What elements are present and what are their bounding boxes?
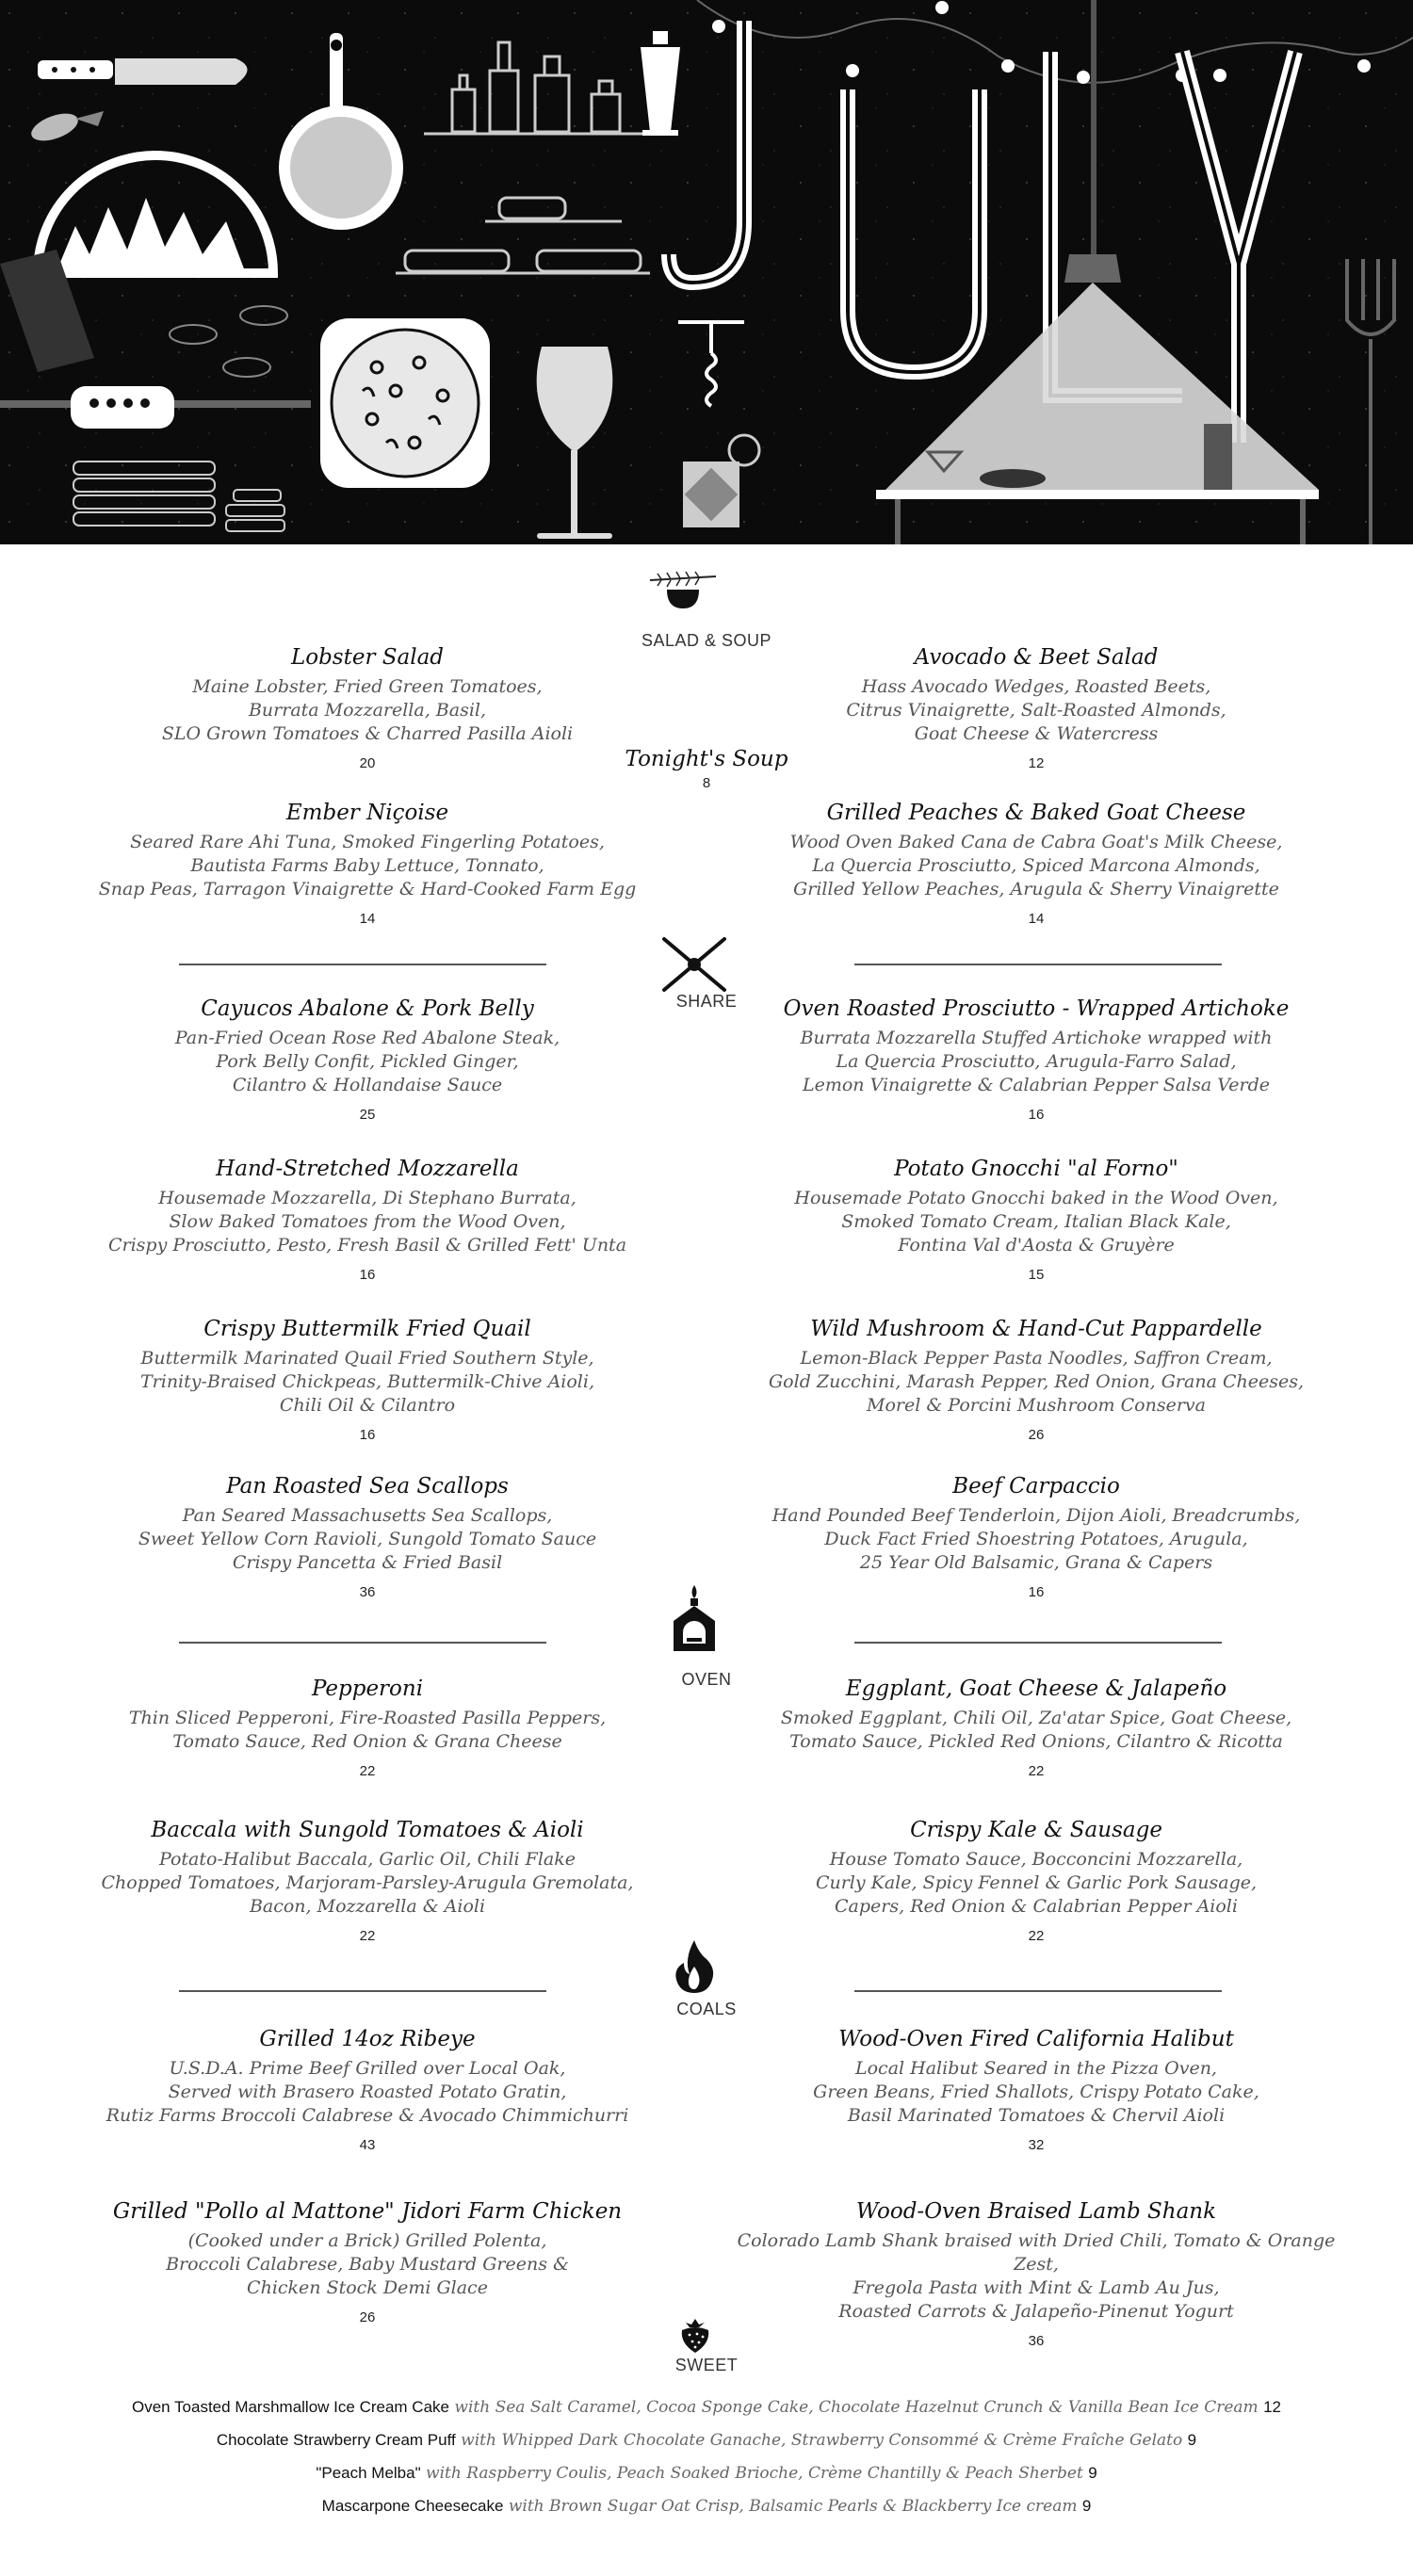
item-description: Wood Oven Baked Cana de Cabra Goat's Milk Cheese, La Quercia Prosciutto, Spiced Marcona Almonds, Grilled Yellow Peaches, Arugula & Sherry Vinaigrette bbox=[789, 832, 1283, 899]
item-price: 32 bbox=[1028, 2137, 1045, 2153]
item-price: 12 bbox=[1028, 755, 1045, 771]
item-price: 36 bbox=[359, 1584, 376, 1600]
item-name: Wood-Oven Braised Lamb Shank bbox=[855, 2199, 1217, 2224]
item-description: (Cooked under a Brick) Grilled Polenta, Broccoli Calabrese, Baby Mustard Greens & Chicken Stock Demi Glace bbox=[166, 2230, 569, 2298]
item-price: 16 bbox=[359, 1427, 376, 1443]
menu-item bbox=[735, 1315, 1338, 1443]
menu bbox=[0, 544, 1413, 2576]
strawberry-icon bbox=[678, 2317, 712, 2355]
menu-item bbox=[66, 1315, 669, 1443]
item-name: Grilled "Pollo al Mattone" Jidori Farm Chicken bbox=[112, 2199, 623, 2224]
item-name: Pepperoni bbox=[311, 1677, 424, 1701]
divider bbox=[179, 1642, 546, 1644]
item-name: Hand-Stretched Mozzarella bbox=[216, 1157, 519, 1181]
item-name: Grilled 14oz Ribeye bbox=[259, 2027, 476, 2051]
item-name: Oven Toasted Marshmallow Ice Cream Cake bbox=[132, 2398, 449, 2416]
section-title-salad-soup: SALAD & SOUP bbox=[641, 631, 772, 650]
dessert-item bbox=[0, 2397, 1413, 2418]
item-price: 43 bbox=[359, 2137, 376, 2153]
flame-icon bbox=[671, 1938, 718, 1995]
item-name: Ember Niçoise bbox=[285, 801, 449, 825]
menu-item bbox=[66, 1155, 669, 1283]
item-description: with Brown Sugar Oat Crisp, Balsamic Pearls & Blackberry Ice cream bbox=[508, 2497, 1078, 2516]
menu-item bbox=[735, 1675, 1338, 1779]
item-price: 22 bbox=[359, 1928, 376, 1944]
item-price: 16 bbox=[1028, 1107, 1045, 1123]
item-description: Lemon-Black Pepper Pasta Noodles, Saffron Cream, Gold Zucchini, Marash Pepper, Red Onion, Grana Cheeses, Morel & Porcini Mushroom Conserva bbox=[769, 1348, 1304, 1416]
divider bbox=[179, 964, 546, 965]
item-price: 20 bbox=[359, 755, 376, 771]
menu-item-soup bbox=[565, 747, 848, 791]
dessert-item bbox=[0, 2430, 1413, 2451]
wood-oven-icon bbox=[671, 1585, 718, 1653]
crossed-forks-icon bbox=[657, 933, 732, 996]
item-description: Buttermilk Marinated Quail Fried Southern Style, Trinity-Braised Chickpeas, Buttermilk-Chive Aioli, Chili Oil & Cilantro bbox=[139, 1348, 594, 1416]
item-price: 14 bbox=[1028, 911, 1045, 927]
divider bbox=[179, 1990, 546, 1992]
dessert-item bbox=[0, 2496, 1413, 2517]
item-price: 26 bbox=[1028, 1427, 1045, 1443]
item-name: Avocado & Beet Salad bbox=[914, 645, 1159, 670]
menu-item bbox=[735, 995, 1338, 1123]
section-title-share: SHARE bbox=[675, 992, 738, 1011]
item-price: 22 bbox=[1028, 1763, 1045, 1779]
menu-item bbox=[66, 2197, 669, 2325]
item-price: 9 bbox=[1088, 2464, 1097, 2482]
item-description: Pan Seared Massachusetts Sea Scallops, Sweet Yellow Corn Ravioli, Sungold Tomato Sauce Crispy Pancetta & Fried Basil bbox=[138, 1505, 597, 1573]
item-name: "Peach Melba" bbox=[316, 2464, 421, 2482]
menu-item bbox=[735, 2025, 1338, 2153]
item-name: Eggplant, Goat Cheese & Jalapeño bbox=[845, 1677, 1227, 1701]
divider bbox=[854, 1990, 1222, 1992]
item-description: Burrata Mozzarella Stuffed Artichoke wrapped with La Quercia Prosciutto, Arugula-Farro Salad, Lemon Vinaigrette & Calabrian Pepper Salsa Verde bbox=[800, 1028, 1273, 1095]
menu-item bbox=[66, 1675, 669, 1779]
menu-item bbox=[66, 995, 669, 1123]
menu-item bbox=[735, 2197, 1338, 2349]
item-name: Oven Roasted Prosciutto - Wrapped Artichoke bbox=[783, 996, 1290, 1021]
item-name: Chocolate Strawberry Cream Puff bbox=[216, 2431, 456, 2449]
item-price: 15 bbox=[1028, 1267, 1045, 1283]
item-price: 25 bbox=[359, 1107, 376, 1123]
item-description: U.S.D.A. Prime Beef Grilled over Local Oak, Served with Brasero Roasted Potato Gratin, Rutiz Farms Broccoli Calabrese & Avocado Chimmichurri bbox=[106, 2058, 629, 2126]
item-description: with Whipped Dark Chocolate Ganache, Strawberry Consommé & Crème Fraîche Gelato bbox=[461, 2431, 1183, 2450]
menu-item bbox=[66, 1472, 669, 1600]
item-price: 22 bbox=[1028, 1928, 1045, 1944]
item-price: 9 bbox=[1187, 2431, 1197, 2449]
item-price: 26 bbox=[359, 2309, 376, 2325]
item-price: 14 bbox=[359, 911, 376, 927]
item-description: Maine Lobster, Fried Green Tomatoes, Burrata Mozzarella, Basil, SLO Grown Tomatoes & Charred Pasilla Aioli bbox=[161, 676, 574, 744]
item-price: 16 bbox=[1028, 1584, 1045, 1600]
section-title-oven: OVEN bbox=[681, 1670, 732, 1689]
item-name: Tonight's Soup bbox=[625, 747, 788, 771]
item-description: Seared Rare Ahi Tuna, Smoked Fingerling Potatoes, Bautista Farms Baby Lettuce, Tonnato, Snap Peas, Tarragon Vinaigrette & Hard-Cooked Farm Egg bbox=[98, 832, 637, 899]
dessert-item bbox=[0, 2463, 1413, 2484]
item-name: Cayucos Abalone & Pork Belly bbox=[201, 996, 534, 1021]
item-price: 8 bbox=[702, 775, 711, 791]
item-description: Hand Pounded Beef Tenderloin, Dijon Aioli, Breadcrumbs, Duck Fact Fried Shoestring Potatoes, Arugula, 25 Year Old Balsamic, Grana & Capers bbox=[771, 1505, 1301, 1573]
item-description: House Tomato Sauce, Bocconcini Mozzarella, Curly Kale, Spicy Fennel & Garlic Pork Sausage, Capers, Red Onion & Calabrian Pepper Aioli bbox=[815, 1849, 1258, 1917]
item-description: Thin Sliced Pepperoni, Fire-Roasted Pasilla Peppers, Tomato Sauce, Red Onion & Grana Cheese bbox=[128, 1708, 607, 1752]
menu-item bbox=[66, 1816, 669, 1944]
item-description: Housemade Mozzarella, Di Stephano Burrata, Slow Baked Tomatoes from the Wood Oven, Crispy Prosciutto, Pesto, Fresh Basil & Grilled Fett' Unta bbox=[107, 1188, 627, 1256]
item-name: Baccala with Sungold Tomatoes & Aioli bbox=[151, 1818, 584, 1842]
item-price: 9 bbox=[1081, 2497, 1092, 2515]
divider bbox=[854, 964, 1222, 965]
item-description: Local Halibut Seared in the Pizza Oven, Green Beans, Fried Shallots, Crispy Potato Cake, Basil Marinated Tomatoes & Chervil Aioli bbox=[813, 2058, 1259, 2126]
menu-item bbox=[735, 799, 1338, 927]
item-description: with Raspberry Coulis, Peach Soaked Brioche, Crème Chantilly & Peach Sherbet bbox=[426, 2464, 1083, 2483]
item-description: Housemade Potato Gnocchi baked in the Wood Oven, Smoked Tomato Cream, Italian Black Kale, Fontina Val d'Aosta & Gruyère bbox=[794, 1188, 1278, 1256]
item-name: Potato Gnocchi "al Forno" bbox=[894, 1157, 1178, 1181]
salad-bowl-icon bbox=[642, 571, 723, 612]
item-name: Crispy Kale & Sausage bbox=[910, 1818, 1162, 1842]
item-price: 36 bbox=[1028, 2333, 1045, 2349]
pizza-icon bbox=[320, 318, 490, 488]
item-description: Smoked Eggplant, Chili Oil, Za'atar Spice, Goat Cheese, Tomato Sauce, Pickled Red Onions, Cilantro & Ricotta bbox=[780, 1708, 1292, 1752]
menu-item bbox=[66, 799, 669, 927]
item-description: Potato-Halibut Baccala, Garlic Oil, Chili Flake Chopped Tomatoes, Marjoram-Parsley-Arugula Gremolata, Bacon, Mozzarella & Aioli bbox=[101, 1849, 634, 1917]
item-name: Pan Roasted Sea Scallops bbox=[226, 1474, 509, 1499]
item-description: Pan-Fried Ocean Rose Red Abalone Steak, Pork Belly Confit, Pickled Ginger, Cilantro & Hollandaise Sauce bbox=[174, 1028, 560, 1095]
hero-artwork bbox=[0, 0, 1413, 544]
item-name: Mascarpone Cheesecake bbox=[321, 2497, 504, 2515]
divider bbox=[854, 1642, 1222, 1644]
item-price: 12 bbox=[1263, 2398, 1281, 2416]
item-description: with Sea Salt Caramel, Cocoa Sponge Cake, Chocolate Hazelnut Crunch & Vanilla Bean Ice Cream bbox=[454, 2398, 1259, 2417]
item-price: 22 bbox=[359, 1763, 376, 1779]
section-title-coals: COALS bbox=[676, 2000, 737, 2018]
menu-item bbox=[735, 1155, 1338, 1283]
item-description: Hass Avocado Wedges, Roasted Beets, Citrus Vinaigrette, Salt-Roasted Almonds, Goat Cheese & Watercress bbox=[846, 676, 1226, 744]
item-name: Crispy Buttermilk Fried Quail bbox=[203, 1317, 531, 1341]
hero-illustration bbox=[0, 0, 1413, 544]
item-name: Wild Mushroom & Hand-Cut Pappardelle bbox=[810, 1317, 1262, 1341]
menu-item bbox=[735, 1472, 1338, 1600]
menu-item bbox=[735, 1816, 1338, 1944]
section-title-sweet: SWEET bbox=[674, 2356, 739, 2374]
item-name: Wood-Oven Fired California Halibut bbox=[838, 2027, 1234, 2051]
item-name: Lobster Salad bbox=[290, 645, 445, 670]
item-price: 16 bbox=[359, 1267, 376, 1283]
item-description: Colorado Lamb Shank braised with Dried Chili, Tomato & Orange Zest, Fregola Pasta with Mint & Lamb Au Jus, Roasted Carrots & Jalapeño-Pinenut Yogurt bbox=[737, 2230, 1336, 2322]
item-name: Beef Carpaccio bbox=[952, 1474, 1120, 1499]
menu-item bbox=[66, 2025, 669, 2153]
item-name: Grilled Peaches & Baked Goat Cheese bbox=[826, 801, 1246, 825]
